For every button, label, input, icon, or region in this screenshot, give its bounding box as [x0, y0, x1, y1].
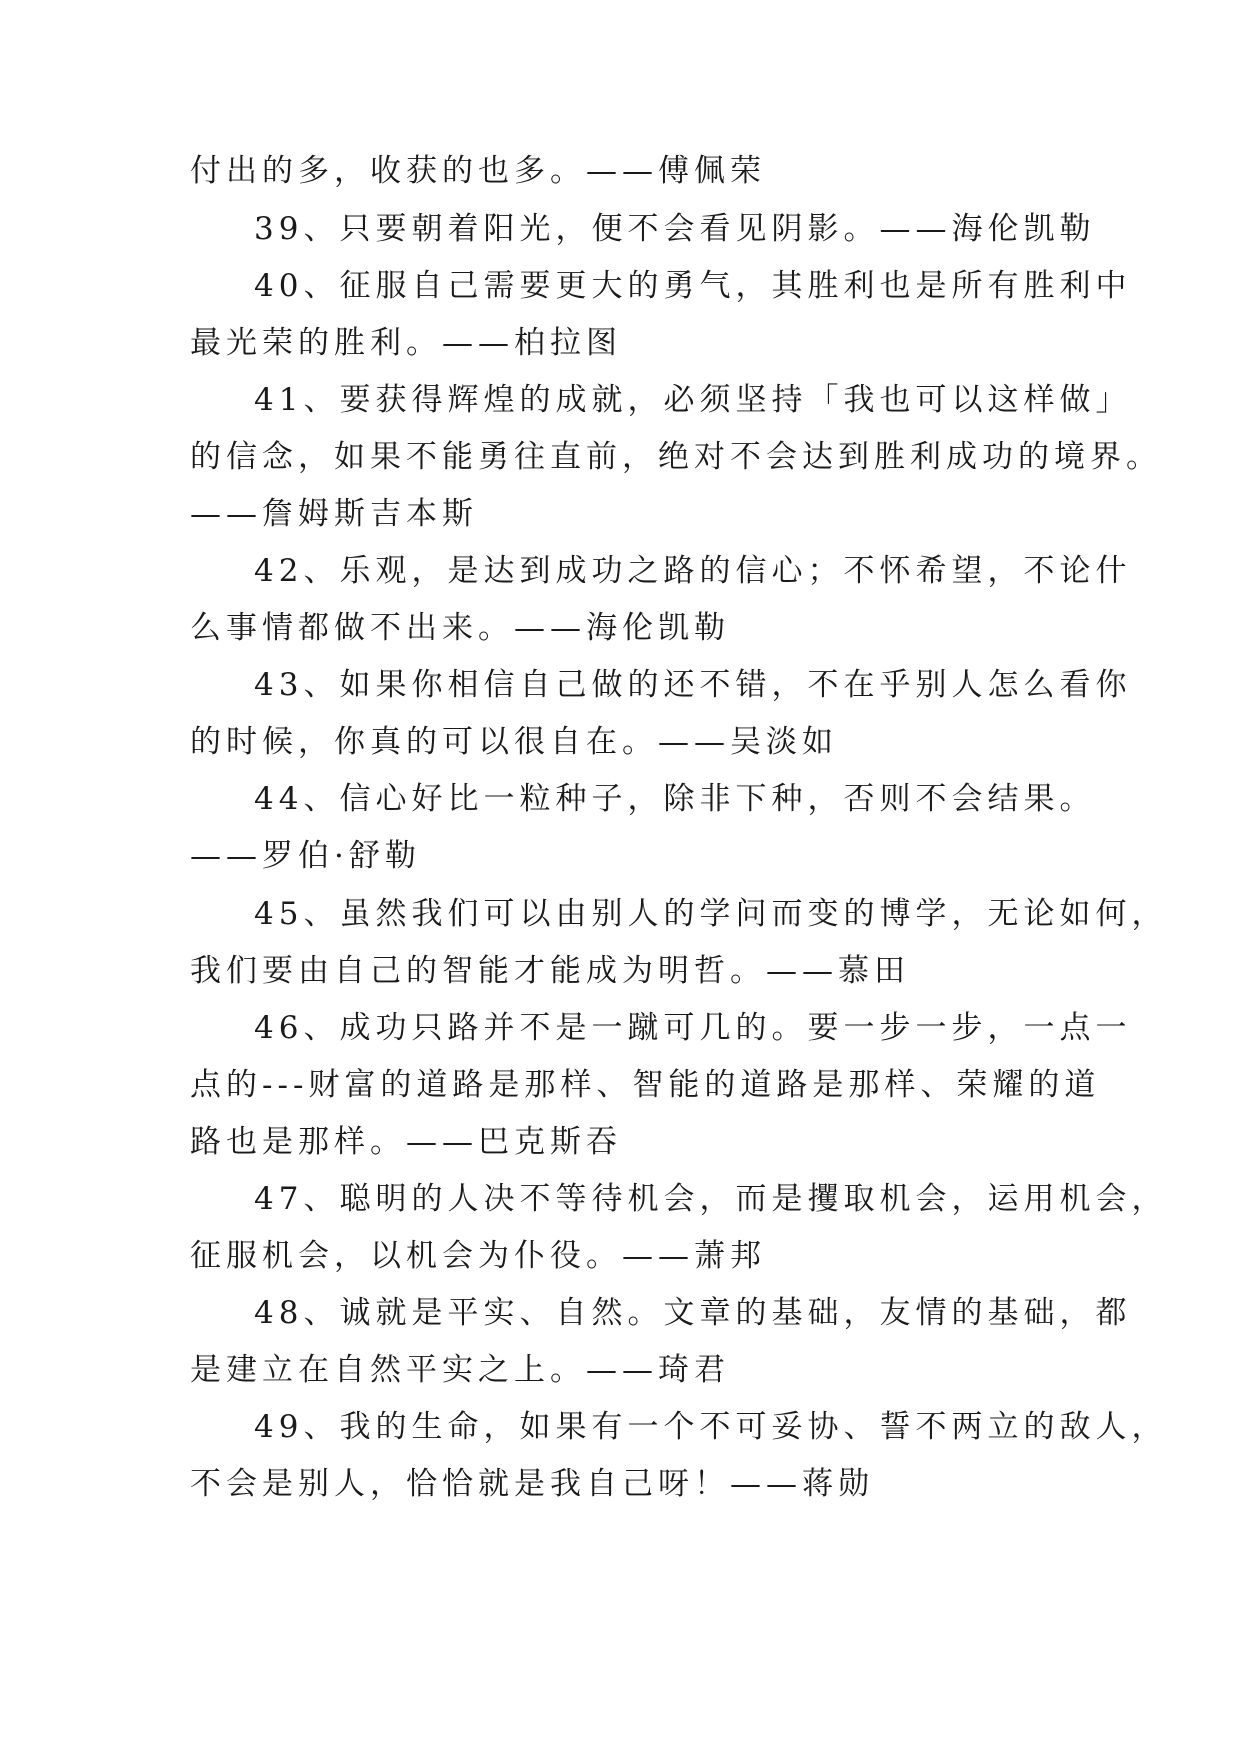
text-line: 么事情都做不出来。——海伦凯勒: [190, 610, 730, 646]
text-line: 路也是那样。——巴克斯吞: [190, 1124, 622, 1160]
quote-45: 45、虽然我们可以由别人的学问而变的博学，无论如何，: [254, 896, 1168, 932]
quote-39: 39、只要朝着阳光，便不会看见阴影。——海伦凯勒: [254, 211, 1096, 247]
text-line: 不会是别人，恰恰就是我自己呀！——蒋勋: [190, 1466, 874, 1502]
text-line: 我们要由自己的智能才能成为明哲。——慕田: [190, 953, 910, 989]
text-line: 的信念，如果不能勇往直前，绝对不会达到胜利成功的境界。: [190, 439, 1162, 475]
quote-41: 41、要获得辉煌的成就，必须坚持「我也可以这样做」: [254, 382, 1132, 418]
quote-48: 48、诚就是平实、自然。文章的基础，友情的基础，都: [254, 1295, 1132, 1331]
quote-42: 42、乐观，是达到成功之路的信心；不怀希望，不论什: [254, 553, 1132, 589]
text-line: 付出的多，收获的也多。——傅佩荣: [190, 153, 766, 189]
quote-44: 44、信心好比一粒种子，除非下种，否则不会结果。: [254, 781, 1096, 817]
quote-43: 43、如果你相信自己做的还不错，不在乎别人怎么看你: [254, 667, 1132, 703]
text-line: 最光荣的胜利。——柏拉图: [190, 325, 622, 361]
text-line: ——罗伯·舒勒: [190, 838, 421, 874]
quote-46: 46、成功只路并不是一蹴可几的。要一步一步，一点一: [254, 1010, 1132, 1046]
text-line: 是建立在自然平实之上。——琦君: [190, 1352, 730, 1388]
quote-47: 47、聪明的人决不等待机会，而是攫取机会，运用机会，: [254, 1181, 1168, 1217]
text-line: 的时候，你真的可以很自在。——吴淡如: [190, 724, 838, 760]
quote-40: 40、征服自己需要更大的勇气，其胜利也是所有胜利中: [254, 268, 1132, 304]
quote-49: 49、我的生命，如果有一个不可妥协、誓不两立的敌人，: [254, 1409, 1168, 1445]
text-line: 征服机会，以机会为仆役。——萧邦: [190, 1238, 766, 1274]
text-line: 点的---财富的道路是那样、智能的道路是那样、荣耀的道: [190, 1067, 1101, 1103]
text-line: ——詹姆斯吉本斯: [190, 496, 478, 532]
